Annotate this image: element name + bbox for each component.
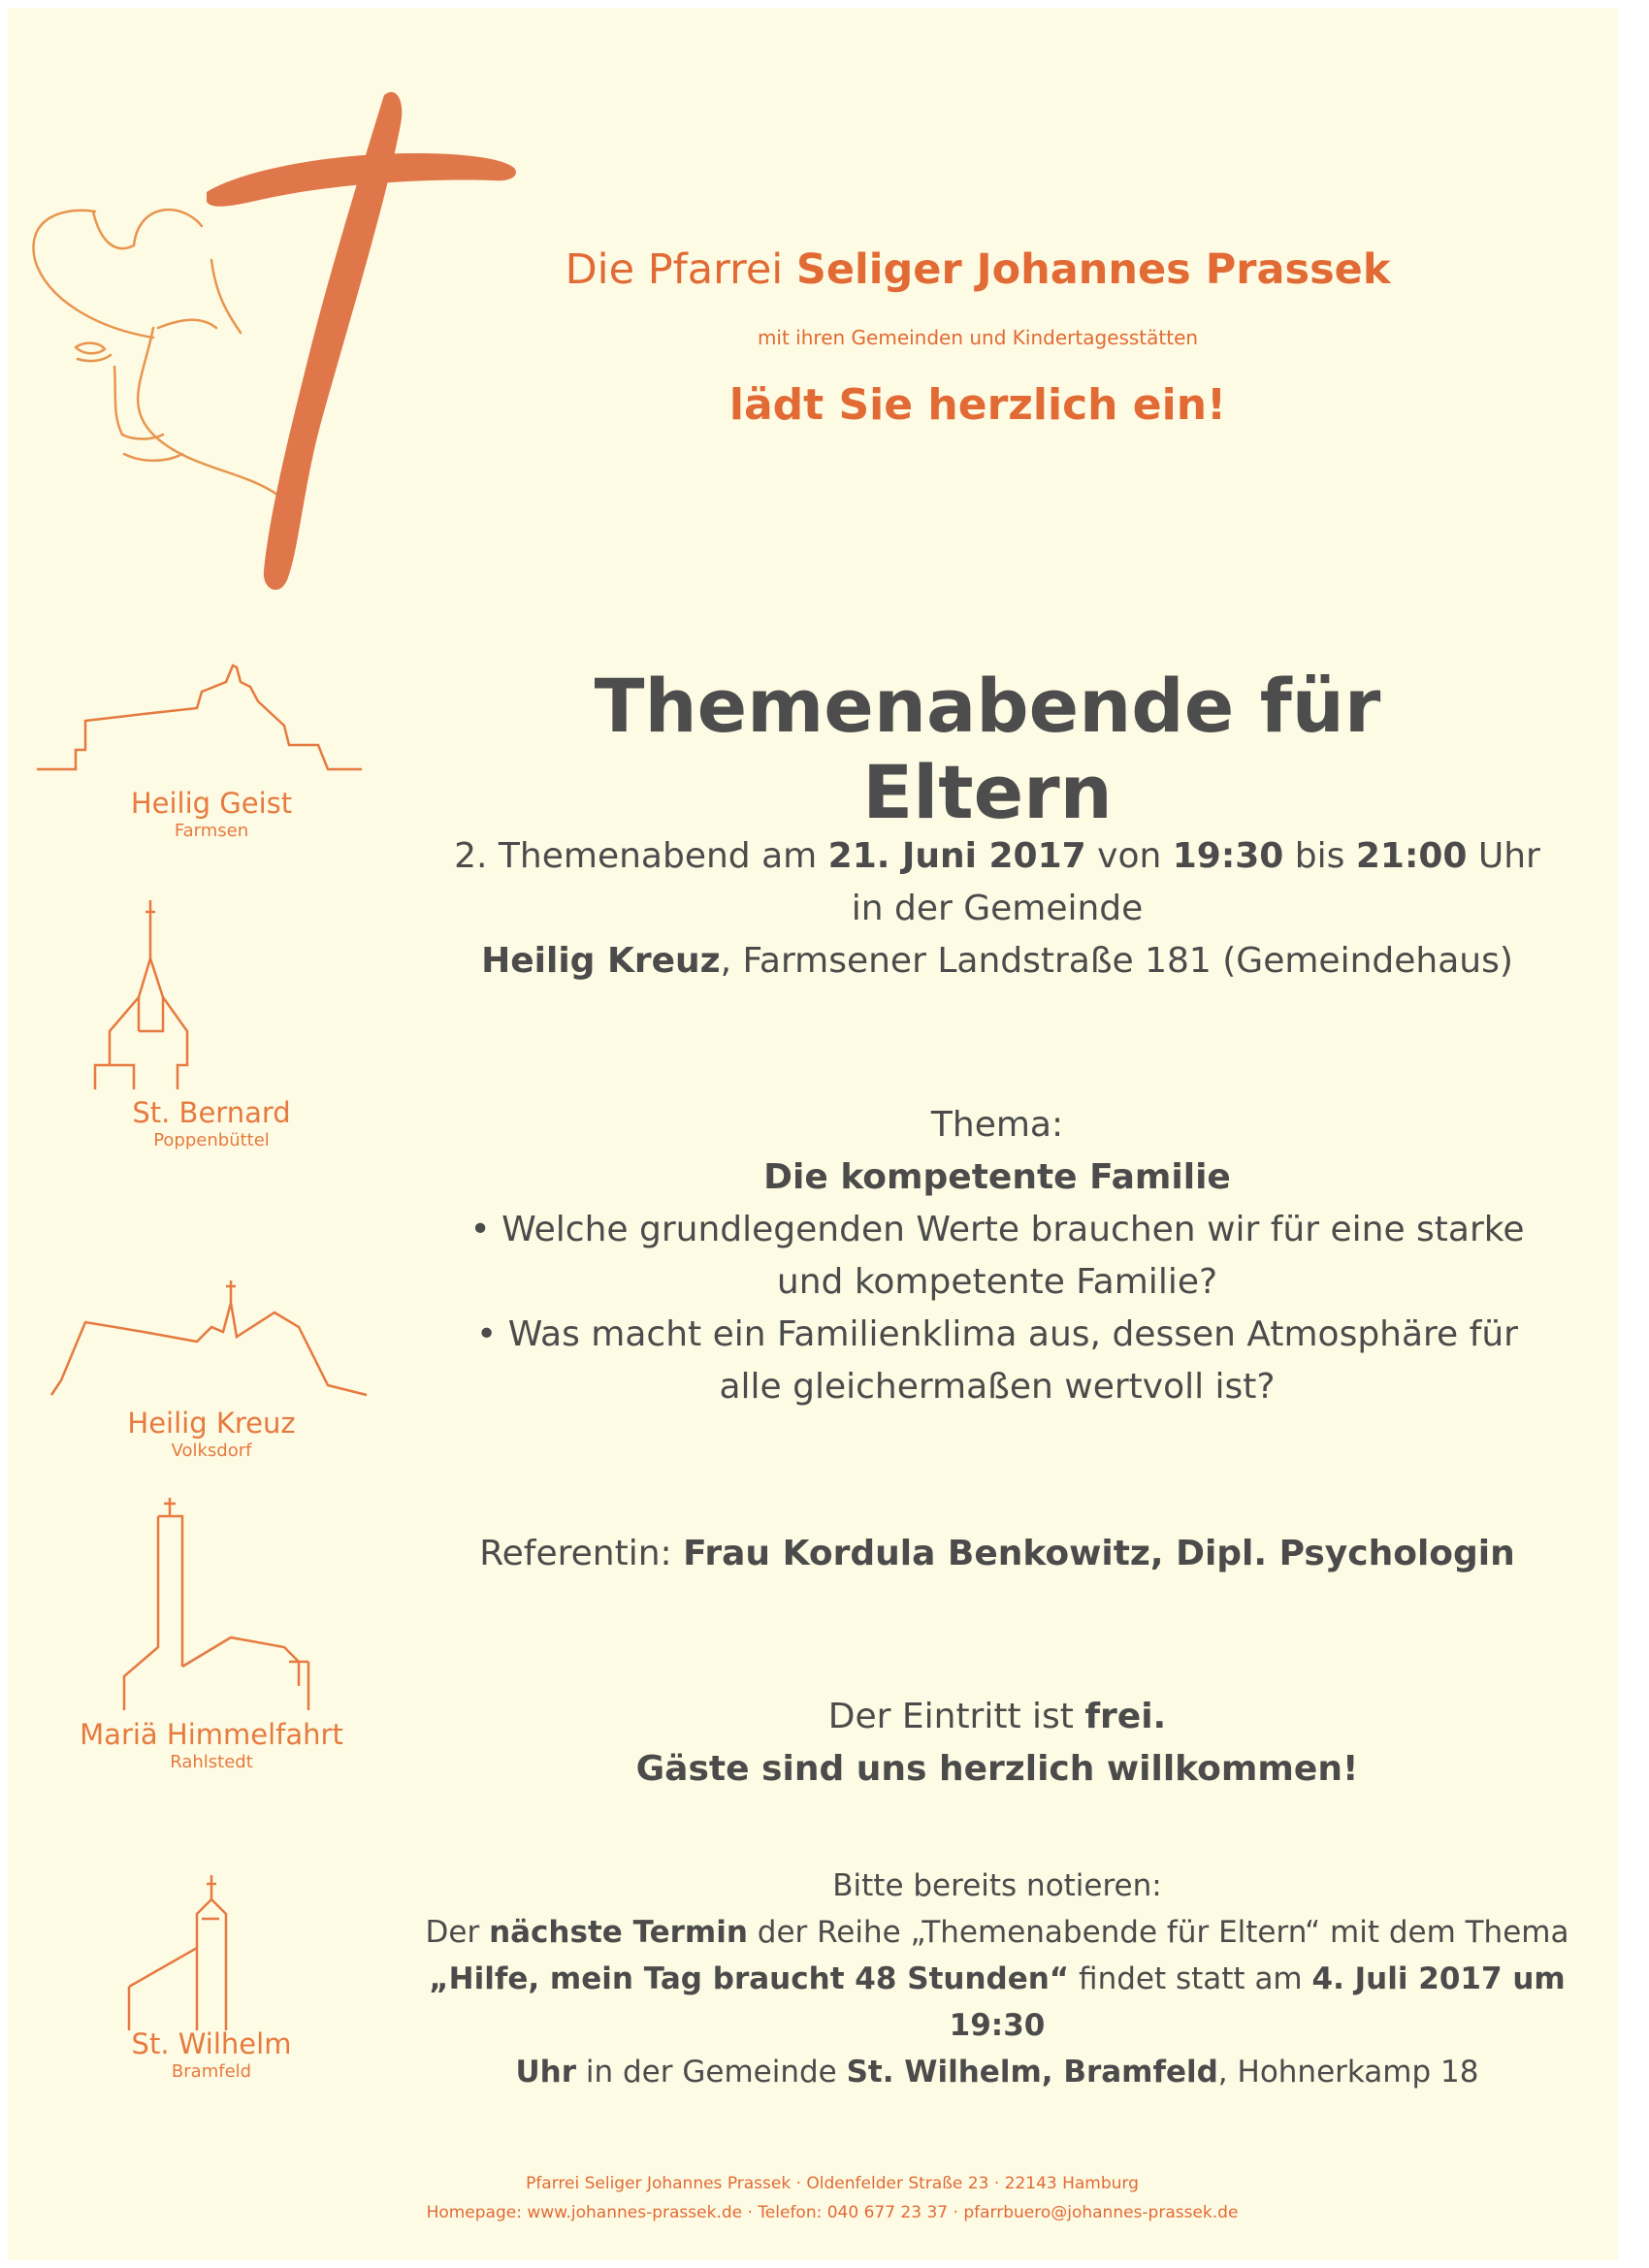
parish-heading (551, 245, 1405, 294)
flyer-page (8, 8, 1618, 2260)
church-name: Heilig Kreuz (127, 1407, 296, 1440)
note-text: Der (425, 1915, 490, 1950)
bullet-icon: • (469, 1210, 502, 1249)
entry-line (415, 1691, 1579, 1743)
cross-logo-icon (8, 8, 590, 609)
bullet-text-continued: und kompetente Familie? (776, 1262, 1218, 1302)
event-end-time: 21:00 (1355, 836, 1468, 876)
note-next-date-label: nächste Termin (489, 1915, 748, 1950)
bullet-text-continued: alle gleichermaßen wertvoll ist? (719, 1367, 1276, 1407)
speaker-name: Frau Kordula Benkowitz, Dipl. Psychologin (683, 1534, 1515, 1573)
church-heilig-kreuz-icon (8, 1269, 396, 1405)
bullet-text: Was macht ein Familienklima aus, dessen Atmosphäre für (507, 1314, 1518, 1354)
church-heilig-geist-icon (8, 648, 396, 784)
church-st-wilhelm-icon (8, 1861, 396, 2035)
note-location: St. Wilhelm, Bramfeld (846, 2055, 1218, 2090)
event-date: 21. Juni 2017 (827, 836, 1086, 876)
parish-subheading: mit ihren Gemeinden und Kindertagesstätten (757, 326, 1199, 349)
bullet-icon: • (476, 1314, 508, 1354)
note-line (396, 1909, 1599, 1956)
topic-section (415, 1099, 1579, 1413)
event-text: von (1085, 836, 1173, 876)
event-start-time: 19:30 (1172, 836, 1284, 876)
topic-bullet (415, 1309, 1579, 1361)
event-address: , Farmsener Landstraße 181 (Gemeindehaus) (720, 941, 1513, 981)
event-text: bis (1283, 836, 1356, 876)
event-date-line (415, 830, 1579, 883)
parish-heading-prefix: Die Pfarrei (565, 245, 796, 294)
note-text: der Reihe „Themenabende für Eltern“ mit dem Thema (747, 1915, 1569, 1950)
note-heading: Bitte bereits notieren: (832, 1868, 1162, 1903)
topic-label: Thema: (930, 1105, 1064, 1145)
note-address: , Hohnerkamp 18 (1217, 2055, 1479, 2090)
note-line (396, 1956, 1599, 2049)
church-maria-himmelfahrt-icon (8, 1492, 396, 1725)
church-district: Poppenbüttel (153, 1130, 270, 1150)
church-name: St. Wilhelm (131, 2027, 292, 2060)
welcome-line: Gäste sind uns herzlich willkommen! (635, 1749, 1359, 1789)
topic-bullet (415, 1204, 1579, 1256)
church-district: Farmsen (174, 821, 249, 841)
invitation-heading: lädt Sie herzlich ein! (728, 380, 1227, 430)
note-topic: „Hilfe, mein Tag braucht 48 Stunden“ (429, 1961, 1070, 1996)
parish-name: Seliger Johannes Prassek (795, 245, 1391, 294)
church-district: Volksdorf (171, 1441, 252, 1461)
entry-text: Der Eintritt ist (827, 1697, 1085, 1736)
event-text: 2. Themenabend am (454, 836, 828, 876)
event-text: Uhr (1467, 836, 1540, 876)
bullet-text: Welche grundlegenden Werte brauchen wir für eine starke (501, 1210, 1525, 1249)
note-line (396, 2049, 1599, 2095)
note-text: in der Gemeinde (576, 2055, 847, 2090)
note-text: findet statt am (1069, 1961, 1312, 1996)
church-name: St. Bernard (132, 1096, 291, 1129)
speaker-label: Referentin: (479, 1534, 684, 1573)
footer (299, 2169, 1366, 2227)
church-name: Mariä Himmelfahrt (80, 1718, 343, 1751)
next-date-note (396, 1863, 1599, 2095)
event-place: Heilig Kreuz (481, 941, 721, 981)
event-details (415, 830, 1579, 988)
footer-address: Pfarrei Seliger Johannes Prassek · Oldenfelder Straße 23 · 22143 Hamburg (526, 2174, 1139, 2193)
event-location-intro: in der Gemeinde (851, 889, 1144, 928)
note-date: 4. Juli 2017 um 19:30 (949, 1961, 1566, 2043)
entry-section (415, 1691, 1579, 1796)
footer-contact: Homepage: www.johannes-prassek.de · Telefon: 040 677 23 37 · pfarrbuero@johannes-prassek.de (426, 2203, 1239, 2222)
church-district: Rahlstedt (170, 1752, 253, 1772)
entry-free: frei. (1084, 1697, 1167, 1736)
topic-name: Die kompetente Familie (763, 1157, 1231, 1197)
note-text: Uhr (515, 2055, 577, 2090)
event-location-line (415, 935, 1579, 988)
page-title: Themenabende für Eltern (594, 663, 1381, 835)
church-district: Bramfeld (171, 2061, 252, 2082)
speaker-line (415, 1528, 1579, 1580)
church-st-bernard-icon (8, 891, 396, 1094)
church-name: Heilig Geist (130, 787, 293, 820)
